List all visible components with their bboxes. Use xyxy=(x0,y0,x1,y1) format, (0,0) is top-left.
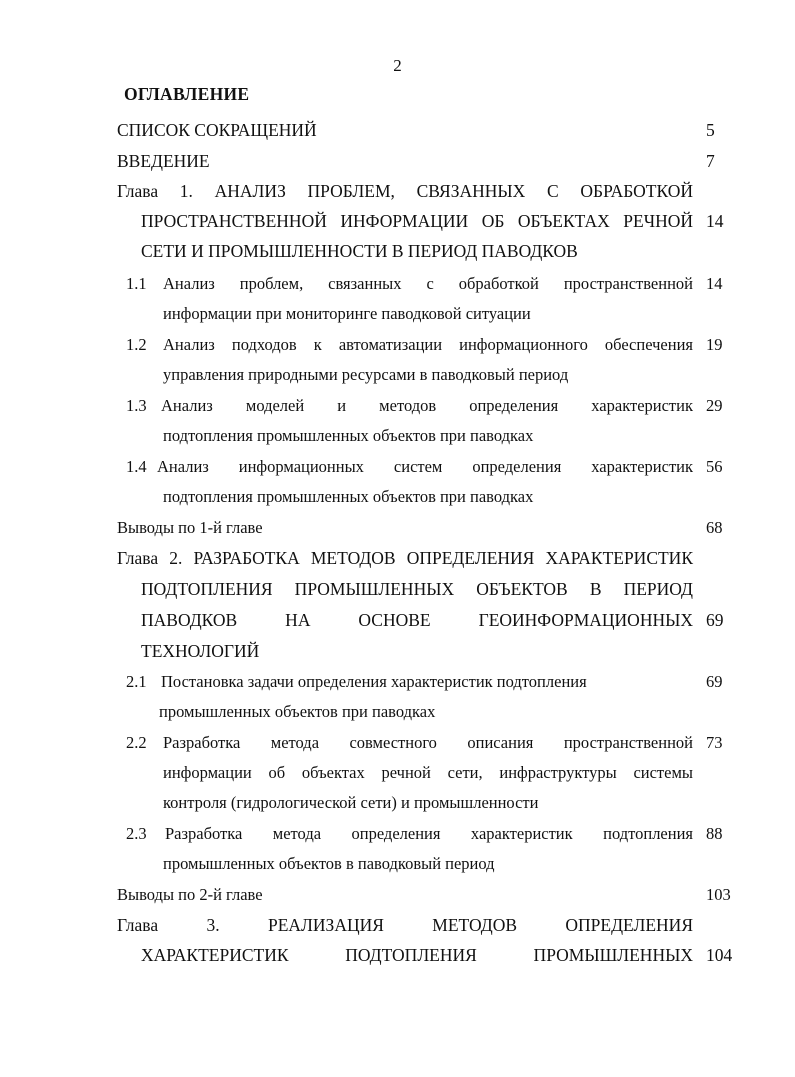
toc-entry-line: Глава 2. РАЗРАБОТКА МЕТОДОВ ОПРЕДЕЛЕНИЯ ХАРАКТЕРИСТИК xyxy=(117,548,693,568)
toc-page-number: 5 xyxy=(706,120,715,140)
toc-entry-line: контроля (гидрологической сети) и промышленности xyxy=(163,793,539,812)
toc-entry-line: Глава 3. РЕАЛИЗАЦИЯ МЕТОДОВ ОПРЕДЕЛЕНИЯ xyxy=(117,915,693,935)
toc-entry-line: ПОДТОПЛЕНИЯ ПРОМЫШЛЕННЫХ ОБЪЕКТОВ В ПЕРИОД xyxy=(141,579,693,599)
toc-entry-line: ПАВОДКОВ НА ОСНОВЕ ГЕОИНФОРМАЦИОННЫХ xyxy=(141,610,693,630)
toc-page-number: 69 xyxy=(706,610,724,630)
toc-entry-line: СЕТИ И ПРОМЫШЛЕННОСТИ В ПЕРИОД ПАВОДКОВ xyxy=(141,241,578,261)
toc-section-number: 1.2 xyxy=(126,335,147,354)
toc-entry-text: Выводы по 2-й главе xyxy=(117,885,263,904)
toc-title: ОГЛАВЛЕНИЕ xyxy=(124,84,250,104)
toc-entry-line: промышленных объектов в паводковый период xyxy=(163,854,495,873)
toc-page-number: 29 xyxy=(706,396,723,415)
toc-entry-line: Анализ моделей и методов определения характеристик xyxy=(161,396,693,415)
toc-page-number: 69 xyxy=(706,672,723,691)
toc-entry-line: ХАРАКТЕРИСТИК ПОДТОПЛЕНИЯ ПРОМЫШЛЕННЫХ xyxy=(141,945,693,965)
toc-entry-text: ВВЕДЕНИЕ xyxy=(117,151,210,171)
toc-entry-line: Анализ информационных систем определения характеристик xyxy=(157,457,693,476)
toc-entry-line: Анализ проблем, связанных с обработкой пространственной xyxy=(163,274,693,293)
toc-section-number: 2.3 xyxy=(126,824,147,843)
toc-section-number: 2.1 xyxy=(126,672,147,691)
toc-section-number: 1.3 xyxy=(126,396,147,415)
toc-entry-line: подтопления промышленных объектов при паводках xyxy=(163,487,534,506)
toc-entry-line: промышленных объектов при паводках xyxy=(159,702,436,721)
toc-entry-line: информации об объектах речной сети, инфраструктуры системы xyxy=(163,763,693,782)
page-number: 2 xyxy=(393,56,402,75)
toc-section-number: 2.2 xyxy=(126,733,147,752)
toc-section-number: 1.1 xyxy=(126,274,147,293)
toc-entry-line: Глава 1. АНАЛИЗ ПРОБЛЕМ, СВЯЗАННЫХ С ОБРАБОТКОЙ xyxy=(117,181,693,201)
toc-entry-line: Постановка задачи определения характеристик подтопления xyxy=(161,672,587,691)
toc-section-number: 1.4 xyxy=(126,457,147,476)
toc-entry-line: Разработка метода определения характеристик подтопления xyxy=(165,824,693,843)
toc-page-number: 68 xyxy=(706,518,723,537)
toc-page-number: 7 xyxy=(706,151,715,171)
toc-page-number: 88 xyxy=(706,824,723,843)
toc-entry-text: Выводы по 1-й главе xyxy=(117,518,263,537)
toc-page-number: 14 xyxy=(706,274,723,293)
toc-entry-line: подтопления промышленных объектов при паводках xyxy=(163,426,534,445)
toc-entry-line: информации при мониторинге паводковой ситуации xyxy=(163,304,531,323)
toc-entry-line: управления природными ресурсами в паводковый период xyxy=(163,365,569,384)
toc-entry-text: СПИСОК СОКРАЩЕНИЙ xyxy=(117,120,317,140)
toc-entry-line: Разработка метода совместного описания пространственной xyxy=(163,733,693,752)
toc-page-number: 73 xyxy=(706,733,723,752)
toc-entry-line: ТЕХНОЛОГИЙ xyxy=(141,641,260,661)
toc-page-number: 14 xyxy=(706,211,724,231)
toc-page-number: 19 xyxy=(706,335,723,354)
toc-page-number: 103 xyxy=(706,885,731,904)
toc-page-number: 104 xyxy=(706,945,733,965)
toc-entry-line: Анализ подходов к автоматизации информационного обеспечения xyxy=(163,335,693,354)
toc-entry-line: ПРОСТРАНСТВЕННОЙ ИНФОРМАЦИИ ОБ ОБЪЕКТАХ РЕЧНОЙ xyxy=(141,211,693,231)
toc-page-number: 56 xyxy=(706,457,723,476)
